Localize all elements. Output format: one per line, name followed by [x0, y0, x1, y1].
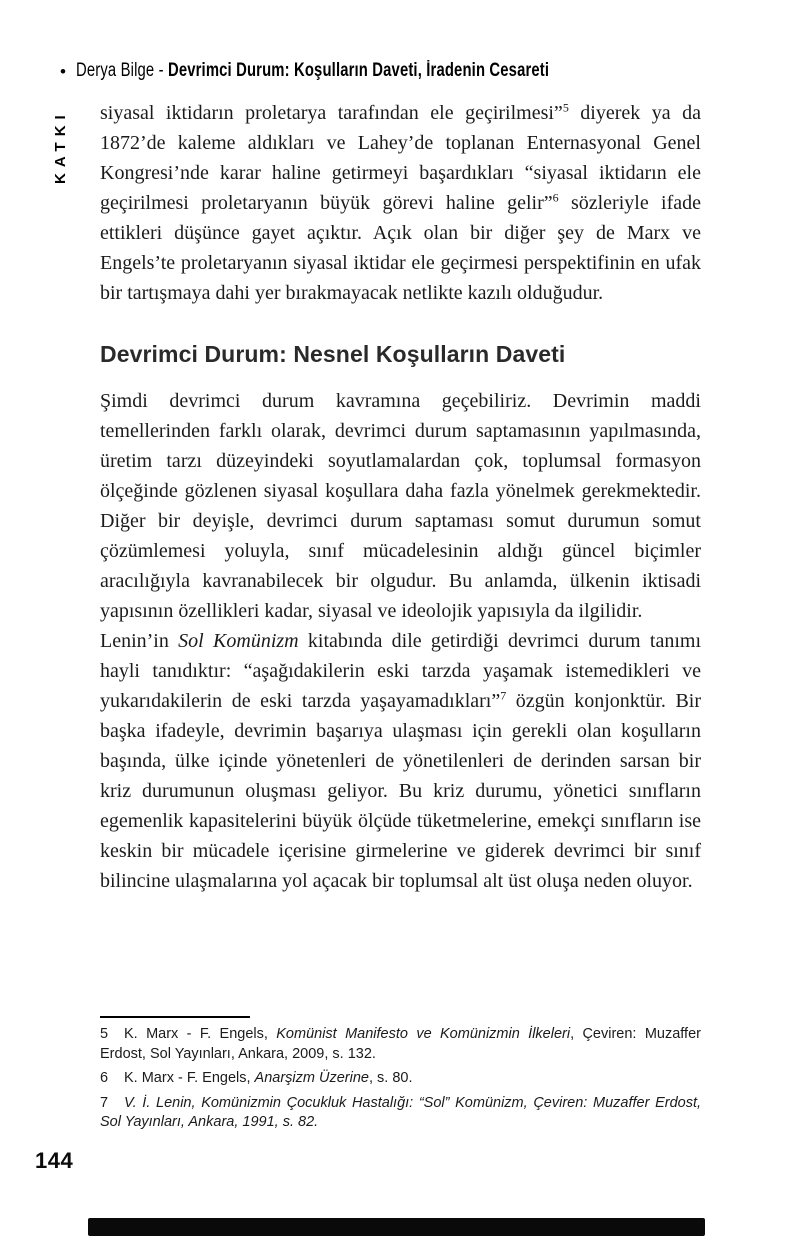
- header-article-title: Devrimci Durum: Koşulların Daveti, İradenin Cesareti: [167, 60, 550, 81]
- paragraph: Şimdi devrimci durum kavramına geçebiliriz. Devrimin maddi temellerinden farklı olarak, devrimci durum saptamasının yapılmasında, üretim tarzı düzeyindeki soyutlamalardan çok, toplumsal formasyon ölçeğinde gözlenen siyasal koşullara daha fazla yönelmek gerekmektedir. Diğer bir deyişle, devrimci durum saptaması somut durumun somut çözümlemesi yoluyla, sınıf mücadelesinin aldığı güncel biçimler aracılığıyla kavranabilecek bir olgudur. Bu anlamda, ülkenin iktisadi yapısının özellikleri kadar, siyasal ve ideolojik yapısıyla da ilgilidir.: [100, 390, 701, 622]
- running-header: [60, 60, 683, 82]
- header-author: Derya Bilge -: [75, 60, 168, 81]
- footnotes-block: [100, 1016, 701, 1138]
- footnote-6: 6 K. Marx - F. Engels, Anarşizm Üzerine, s. 80.: [100, 1070, 413, 1086]
- footnote-7: 7 V. İ. Lenin, Komünizmin Çocukluk Hastalığı: “Sol” Komünizm, Çeviren: Muzaffer Erdost, Sol Yayınları, Ankara, 1991, s. 82.: [100, 1094, 701, 1130]
- bottom-bar: [88, 1218, 705, 1236]
- paragraph: siyasal iktidarın proletarya tarafından ele geçirilmesi”$^5$ diyerek ya da 1872’de kaleme aldıkları ve Lahey’de toplanan Enternasyonal Genel Kongresi’nde karar haline getirmeyi başardıkları “siyasal iktidarın ele geçirilmesi proletaryanın büyük görevi haline gelir”$^6$ sözleriyle ifade ettikleri düşünce gayet açıktır. Açık olan bir diğer şey de Marx ve Engels’te proletaryanın siyasal iktidar ele geçirmesi perspektifinin en ufak bir tartışmaya dahi yer bırakmayacak netlikte kazılı olduğudur.: [100, 100, 702, 304]
- section-heading: Devrimci Durum: Nesnel Koşulların Daveti: [100, 341, 566, 367]
- page-number: 144: [35, 1148, 74, 1173]
- header-bullet-icon: •: [60, 61, 66, 81]
- body-text: [100, 98, 701, 896]
- header-text: [76, 60, 549, 82]
- footnote-separator: [100, 1016, 250, 1018]
- margin-section-label: KATKI: [52, 109, 69, 184]
- footnote-5: 5 K. Marx - F. Engels, Komünist Manifesto ve Komünizmin İlkeleri, Çeviren: Muzaffer Erdost, Sol Yayınları, Ankara, 2009, s. 132.: [100, 1026, 701, 1062]
- paragraph: Lenin’in Sol Komünizm kitabında dile getirdiği devrimci durum tanımı hayli tanıdıktır: “aşağıdakilerin eski tarzda yaşamak istemedikleri ve yukarıdakilerin de eski tarzda yaşayamadıkları”$^7$ özgün konjonktür. Bir başka ifadeyle, devrimin başarıya ulaşması için gerekli olan koşulların başında, ülke içinde yönetenleri de yönetilenleri de derinden sarsan bir kriz durumunun oluşması geliyor. Bu kriz durumu, yönetici sınıfların egemenlik kapasitelerini büyük ölçüde tüketmelerine, emekçi sınıfların ise keskin bir mücadele içerisine girmelerine ve giderek devrimci bir sınıf bilincine ulaşmalarına yol açacak bir toplumsal alt üst oluşa neden oluyor.: [100, 630, 701, 892]
